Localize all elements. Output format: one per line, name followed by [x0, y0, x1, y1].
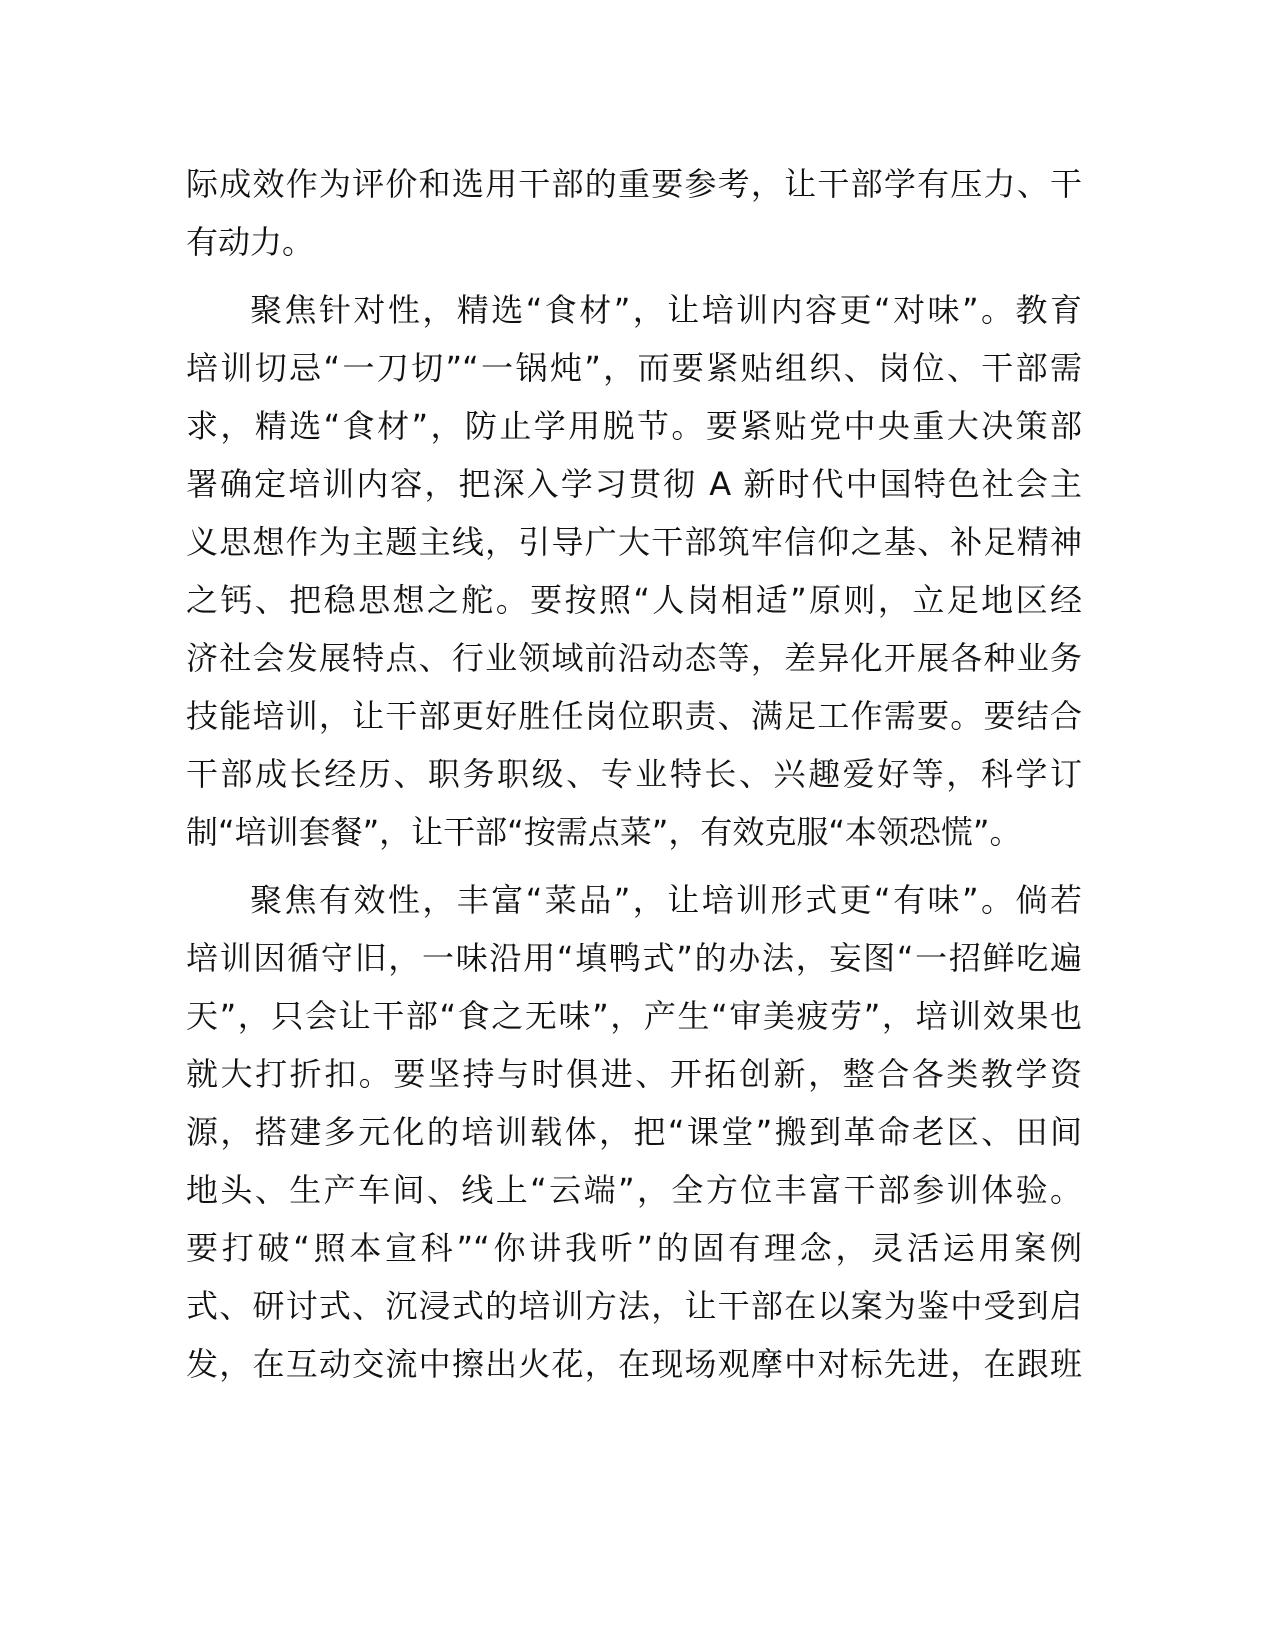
paragraph-line: 培训因循守旧，一味沿用“填鸭式”的办法，妄图“一招鲜吃遍 [186, 939, 1082, 977]
paragraph-spacer [186, 861, 1082, 871]
paragraph-3 [186, 871, 1082, 1393]
paragraph-1 [186, 155, 1082, 271]
paragraph-line: 义思想作为主题主线，引导广大干部筑牢信仰之基、补足精神 [186, 523, 1082, 561]
paragraph-line: 之钙、把稳思想之舵。要按照“人岗相适”原则，立足地区经 [186, 581, 1082, 619]
paragraph-line: 培训切忌“一刀切”“一锅炖”，而要紧贴组织、岗位、干部需 [186, 349, 1082, 387]
document-body [186, 155, 1082, 1393]
paragraph-line: 就大打折扣。要坚持与时俱进、开拓创新，整合各类教学资 [186, 1055, 1082, 1093]
paragraph-line: 聚焦针对性，精选“食材”，让培训内容更“对味”。教育 [250, 291, 1082, 329]
paragraph-line: 干部成长经历、职务职级、专业特长、兴趣爱好等，科学订 [186, 755, 1082, 793]
paragraph-line: 济社会发展特点、行业领域前沿动态等，差异化开展各种业务 [186, 639, 1082, 677]
paragraph-line: 制“培训套餐”，让干部“按需点菜”，有效克服“本领恐慌”。 [186, 813, 1022, 851]
paragraph-line: 源，搭建多元化的培训载体，把“课堂”搬到革命老区、田间 [186, 1113, 1082, 1151]
paragraph-line: 求，精选“食材”，防止学用脱节。要紧贴党中央重大决策部 [186, 407, 1082, 445]
paragraph-line: 发，在互动交流中擦出火花，在现场观摩中对标先进，在跟班 [186, 1345, 1082, 1383]
paragraph-line: 署确定培训内容，把深入学习贯彻 A 新时代中国特色社会主 [186, 465, 1082, 503]
paragraph-line: 地头、生产车间、线上“云端”，全方位丰富干部参训体验。 [186, 1171, 1082, 1209]
paragraph-line: 际成效作为评价和选用干部的重要参考，让干部学有压力、干 [186, 165, 1082, 203]
paragraph-line: 有动力。 [186, 223, 315, 261]
paragraph-line: 式、研讨式、沉浸式的培训方法，让干部在以案为鉴中受到启 [186, 1287, 1082, 1325]
paragraph-line: 天”，只会让干部“食之无味”，产生“审美疲劳”，培训效果也 [186, 997, 1082, 1035]
paragraph-spacer [186, 271, 1082, 281]
paragraph-line: 要打破“照本宣科”“你讲我听”的固有理念，灵活运用案例 [186, 1229, 1082, 1267]
paragraph-line: 技能培训，让干部更好胜任岗位职责、满足工作需要。要结合 [186, 697, 1082, 735]
paragraph-2 [186, 281, 1082, 861]
paragraph-line: 聚焦有效性，丰富“菜品”，让培训形式更“有味”。倘若 [250, 881, 1082, 919]
